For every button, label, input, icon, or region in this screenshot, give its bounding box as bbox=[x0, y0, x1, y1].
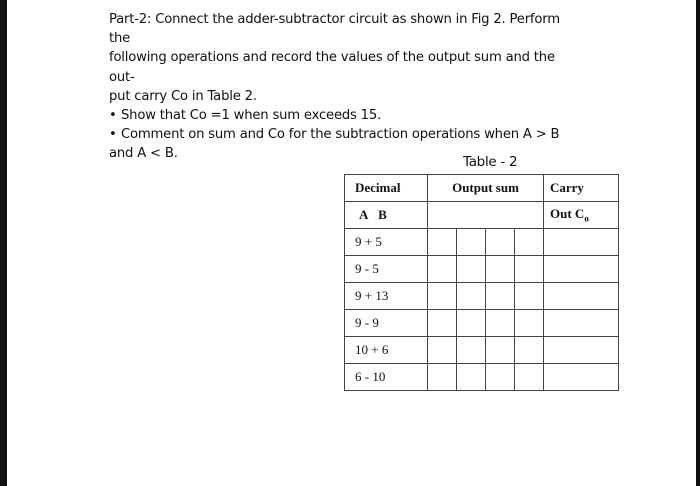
table-header-row-1 bbox=[345, 175, 619, 202]
table-header-row-2 bbox=[345, 202, 619, 229]
output-sum-bit-cell[interactable] bbox=[457, 310, 486, 337]
carry-header: Carry bbox=[544, 175, 619, 202]
output-sum-bit-cell[interactable] bbox=[457, 364, 486, 391]
left-edge-bar bbox=[0, 0, 7, 486]
carry-out-cell[interactable] bbox=[544, 256, 619, 283]
output-sum-bit-cell[interactable] bbox=[428, 256, 457, 283]
output-sum-bit-cell[interactable] bbox=[486, 337, 515, 364]
b-header: B bbox=[378, 207, 387, 222]
carry-out-label: Out C bbox=[550, 206, 585, 222]
table-title: Table - 2 bbox=[463, 154, 518, 170]
table-row bbox=[345, 337, 619, 364]
results-table bbox=[344, 174, 619, 391]
bullet-item-2 bbox=[109, 125, 579, 144]
decimal-header: Decimal bbox=[345, 175, 428, 202]
carry-out-cell[interactable] bbox=[544, 310, 619, 337]
table-row bbox=[345, 283, 619, 310]
results-table-wrapper bbox=[344, 174, 619, 391]
operation-cell: 9 + 13 bbox=[345, 283, 428, 310]
output-sum-bit-cell[interactable] bbox=[515, 337, 544, 364]
carry-out-subscript: o bbox=[584, 213, 589, 224]
output-sum-bit-cell[interactable] bbox=[428, 364, 457, 391]
carry-out-cell[interactable] bbox=[544, 283, 619, 310]
output-sum-bit-cell[interactable] bbox=[428, 229, 457, 256]
output-sum-bit-cell[interactable] bbox=[515, 283, 544, 310]
operation-cell: 9 - 9 bbox=[345, 310, 428, 337]
output-sum-bit-cell[interactable] bbox=[486, 283, 515, 310]
operation-cell: 9 + 5 bbox=[345, 229, 428, 256]
bullet-icon: • bbox=[109, 127, 117, 143]
right-edge-bar bbox=[696, 0, 700, 486]
output-sum-bit-cell[interactable] bbox=[515, 310, 544, 337]
bullet-text-2: Comment on sum and Co for the subtraction operations when A > B bbox=[121, 127, 560, 143]
output-sum-bit-cell[interactable] bbox=[457, 229, 486, 256]
output-sum-header: Output sum bbox=[428, 175, 544, 202]
output-sum-bit-cell[interactable] bbox=[515, 364, 544, 391]
table-row bbox=[345, 229, 619, 256]
operation-cell: 10 + 6 bbox=[345, 337, 428, 364]
bullet-text-1: Show that Co =1 when sum exceeds 15. bbox=[121, 108, 382, 124]
output-sum-bit-cell[interactable] bbox=[457, 337, 486, 364]
bullet-item-1 bbox=[109, 106, 579, 125]
bullet-continuation: and A < B. bbox=[109, 146, 178, 162]
bullet-icon: • bbox=[109, 108, 117, 124]
output-sum-bit-cell[interactable] bbox=[515, 256, 544, 283]
table-body bbox=[345, 229, 619, 391]
instructions-line-2: following operations and record the values of the output sum and the out- bbox=[109, 50, 555, 85]
table-row bbox=[345, 310, 619, 337]
output-sum-bit-cell[interactable] bbox=[486, 229, 515, 256]
instructions-line-1: Part-2: Connect the adder-subtractor circuit as shown in Fig 2. Perform the bbox=[109, 12, 560, 47]
output-sum-bit-cell[interactable] bbox=[486, 310, 515, 337]
table-row bbox=[345, 256, 619, 283]
table-row bbox=[345, 364, 619, 391]
output-sum-bit-cell[interactable] bbox=[515, 229, 544, 256]
a-header: A bbox=[359, 207, 369, 222]
carry-out-cell[interactable] bbox=[544, 229, 619, 256]
ab-header bbox=[345, 202, 428, 229]
output-sum-header-blank bbox=[428, 202, 544, 229]
output-sum-bit-cell[interactable] bbox=[428, 283, 457, 310]
operation-cell: 6 - 10 bbox=[345, 364, 428, 391]
output-sum-bit-cell[interactable] bbox=[428, 310, 457, 337]
operation-cell: 9 - 5 bbox=[345, 256, 428, 283]
carry-out-header bbox=[544, 202, 619, 229]
output-sum-bit-cell[interactable] bbox=[486, 364, 515, 391]
output-sum-bit-cell[interactable] bbox=[457, 256, 486, 283]
output-sum-bit-cell[interactable] bbox=[428, 337, 457, 364]
carry-out-cell[interactable] bbox=[544, 364, 619, 391]
output-sum-bit-cell[interactable] bbox=[457, 283, 486, 310]
output-sum-bit-cell[interactable] bbox=[486, 256, 515, 283]
instructions-text bbox=[109, 10, 579, 164]
instructions-line-3: put carry Co in Table 2. bbox=[109, 88, 257, 104]
carry-out-cell[interactable] bbox=[544, 337, 619, 364]
